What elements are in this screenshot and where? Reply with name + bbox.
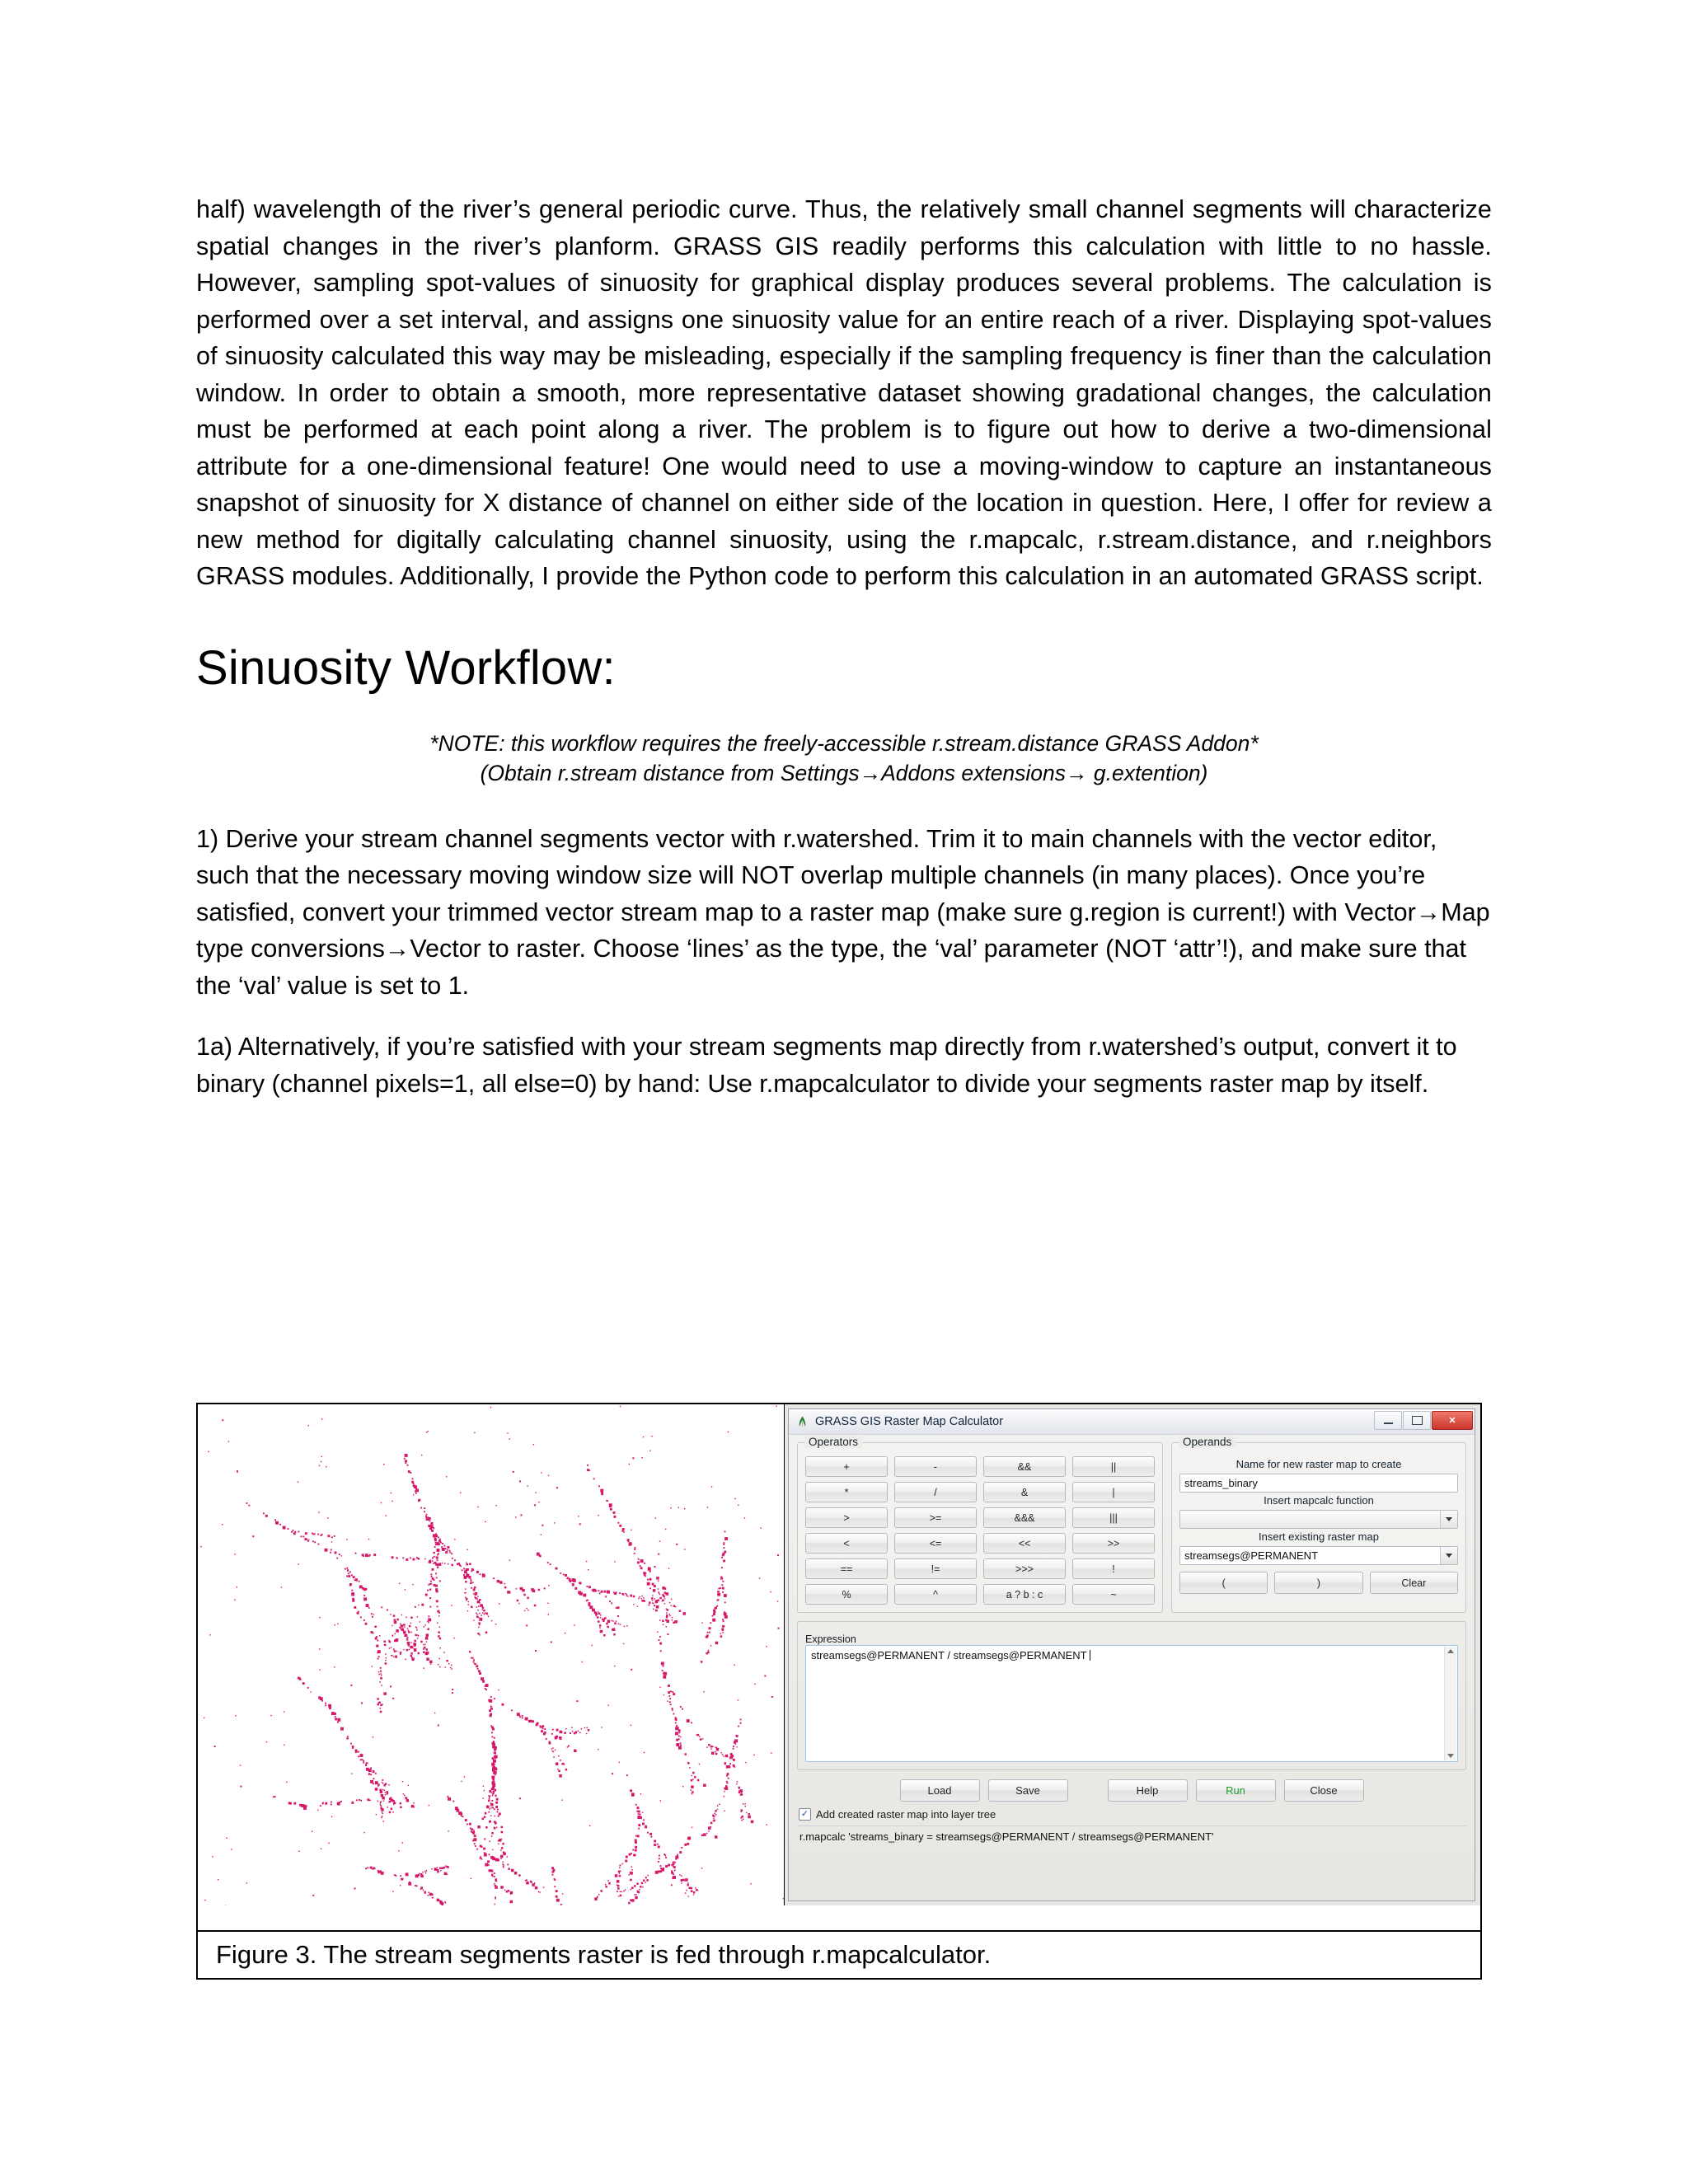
expression-value: streamsegs@PERMANENT / streamsegs@PERMANENT [811, 1649, 1087, 1661]
operator-button[interactable]: != [894, 1558, 977, 1579]
expression-textarea[interactable] [805, 1645, 1458, 1762]
spacer [196, 1004, 1492, 1029]
paren-clear-row [1179, 1572, 1458, 1594]
window-controls [1374, 1411, 1473, 1430]
insert-existing-raster-label: Insert existing raster map [1259, 1530, 1379, 1543]
figure-caption-bar [198, 1930, 1480, 1978]
operands-legend: Operands [1179, 1436, 1236, 1448]
operators-button-grid [805, 1456, 1155, 1605]
add-to-layer-tree-label: Add created raster map into layer tree [816, 1808, 996, 1821]
help-button[interactable]: Help [1108, 1779, 1188, 1802]
operands-group [1171, 1436, 1466, 1613]
window-title: GRASS GIS Raster Map Calculator [815, 1415, 1004, 1428]
figure-caption: Figure 3. The stream segments raster is fed through r.mapcalculator. [216, 1940, 992, 1969]
top-panels-row [797, 1436, 1466, 1613]
operator-button[interactable]: >>> [983, 1558, 1066, 1579]
close-button[interactable]: ✕ [1432, 1411, 1473, 1430]
dialog-body [789, 1435, 1475, 1846]
operator-button[interactable]: > [805, 1507, 888, 1528]
raster-dots-canvas [198, 1404, 784, 1905]
figure-3-container [196, 1403, 1482, 1980]
operator-button[interactable]: || [1072, 1456, 1155, 1477]
operator-button[interactable]: ||| [1072, 1507, 1155, 1528]
step-1-paragraph: 1) Derive your stream channel segments vector with r.watershed. Trim it to main channels with the vector editor, such that the necessary moving window size will NOT overlap multiple channels (in many places). Once you’re satisfied, convert your trimmed vector stream map to a raster map (make sure g.region is current!) with Vector→Map type conversions→Vector to raster. Choose ‘lines’ as the type, the ‘val’ parameter (NOT ‘attr’!), and make sure that the ‘val’ value is set to 1. [196, 824, 1490, 1000]
minimize-button[interactable] [1374, 1411, 1402, 1430]
close-paren-button[interactable]: ) [1274, 1572, 1362, 1594]
window-titlebar [789, 1409, 1475, 1435]
clear-button[interactable]: Clear [1370, 1572, 1458, 1594]
operator-button[interactable]: & [983, 1482, 1066, 1502]
operators-legend: Operators [804, 1436, 862, 1448]
scroll-up-icon[interactable] [1447, 1649, 1454, 1653]
operator-button[interactable]: / [894, 1482, 977, 1502]
save-button[interactable]: Save [988, 1779, 1068, 1802]
document-content [196, 191, 1492, 1102]
spacer [196, 696, 1492, 729]
note-line-addon-requirement: *NOTE: this workflow requires the freely-accessible r.stream.distance GRASS Addon* [429, 730, 1259, 756]
new-raster-map-label: Name for new raster map to create [1236, 1458, 1402, 1470]
expression-scrollbar[interactable] [1444, 1647, 1456, 1760]
existing-raster-map-dropdown[interactable] [1179, 1546, 1458, 1565]
grass-logo-icon [795, 1415, 809, 1429]
insert-mapcalc-function-label: Insert mapcalc function [1264, 1494, 1374, 1507]
expression-legend: Expression [805, 1633, 856, 1645]
operator-button[interactable]: | [1072, 1482, 1155, 1502]
figure-image-area [198, 1404, 1480, 1905]
mapcalc-function-dropdown[interactable] [1179, 1510, 1458, 1529]
expression-group [797, 1621, 1466, 1770]
load-button[interactable]: Load [900, 1779, 980, 1802]
operator-button[interactable]: <= [894, 1533, 977, 1554]
raster-map-calculator-window [788, 1408, 1475, 1901]
new-raster-map-input[interactable]: streams_binary [1179, 1474, 1458, 1493]
maximize-button[interactable] [1403, 1411, 1431, 1430]
chevron-down-icon[interactable] [1440, 1547, 1457, 1564]
note-line-obtain-instructions: (Obtain r.stream distance from Settings→Addons extensions→ g.extention) [480, 760, 1208, 785]
operator-button[interactable]: >= [894, 1507, 977, 1528]
existing-raster-map-value: streamsegs@PERMANENT [1180, 1547, 1440, 1564]
operator-button[interactable]: < [805, 1533, 888, 1554]
operator-button[interactable]: % [805, 1584, 888, 1605]
command-statusbar: r.mapcalc 'streams_binary = streamsegs@PERMANENT / streamsegs@PERMANENT' [797, 1825, 1466, 1846]
step-1a-paragraph: 1a) Alternatively, if you’re satisfied with your stream segments map directly from r.watershed’s output, convert it to binary (channel pixels=1, all else=0) by hand: Use r.mapcalculator to divide your segments raster map by itself. [196, 1033, 1457, 1098]
close-dialog-button[interactable]: Close [1284, 1779, 1364, 1802]
grass-dialog-screenshot [785, 1404, 1480, 1905]
chevron-down-icon[interactable] [1440, 1511, 1457, 1528]
operator-button[interactable]: ! [1072, 1558, 1155, 1579]
stream-segments-raster-image [198, 1404, 785, 1905]
operator-button[interactable]: >> [1072, 1533, 1155, 1554]
operators-group [797, 1436, 1163, 1613]
dialog-action-buttons [797, 1779, 1466, 1802]
spacer [196, 788, 1492, 821]
operator-button[interactable]: - [894, 1456, 977, 1477]
add-to-layer-tree-row[interactable] [797, 1808, 1466, 1821]
operator-button[interactable]: ^ [894, 1584, 977, 1605]
operator-button[interactable]: << [983, 1533, 1066, 1554]
open-paren-button[interactable]: ( [1179, 1572, 1268, 1594]
section-heading-sinuosity-workflow: Sinuosity Workflow: [196, 640, 616, 695]
operator-button[interactable]: == [805, 1558, 888, 1579]
spacer [196, 595, 1492, 641]
operator-button[interactable]: + [805, 1456, 888, 1477]
operator-button[interactable]: ~ [1072, 1584, 1155, 1605]
body-paragraph-intro: half) wavelength of the river’s general periodic curve. Thus, the relatively small channel segments will characterize spatial changes in the river’s planform. GRASS GIS readily performs this calculation with little to no hassle. However, sampling spot-values of sinuosity for graphical display produces several problems. The calculation is performed over a set interval, and assigns one sinuosity value for an entire reach of a river. Displaying spot-values of sinuosity calculated this way may be misleading, especially if the sampling frequency is finer than the calculation window. In order to obtain a smooth, more representative dataset showing gradational changes, the calculation must be performed at each point along a river. The problem is to figure out how to derive a two-dimensional attribute for a one-dimensional feature! One would need to use a moving-window to capture an instantaneous snapshot of sinuosity for X distance of channel on either side of the location in question. Here, I offer for review a new method for digitally calculating channel sinuosity, using the r.mapcalc, r.stream.distance, and r.neighbors GRASS modules. Additionally, I provide the Python code to perform this calculation in an automated GRASS script. [196, 195, 1492, 590]
operator-button[interactable]: a ? b : c [983, 1584, 1066, 1605]
run-button[interactable]: Run [1196, 1779, 1276, 1802]
add-to-layer-tree-checkbox[interactable]: ✓ [799, 1808, 811, 1821]
scroll-down-icon[interactable] [1447, 1754, 1454, 1758]
operator-button[interactable]: && [983, 1456, 1066, 1477]
operator-button[interactable]: * [805, 1482, 888, 1502]
operator-button[interactable]: &&& [983, 1507, 1066, 1528]
